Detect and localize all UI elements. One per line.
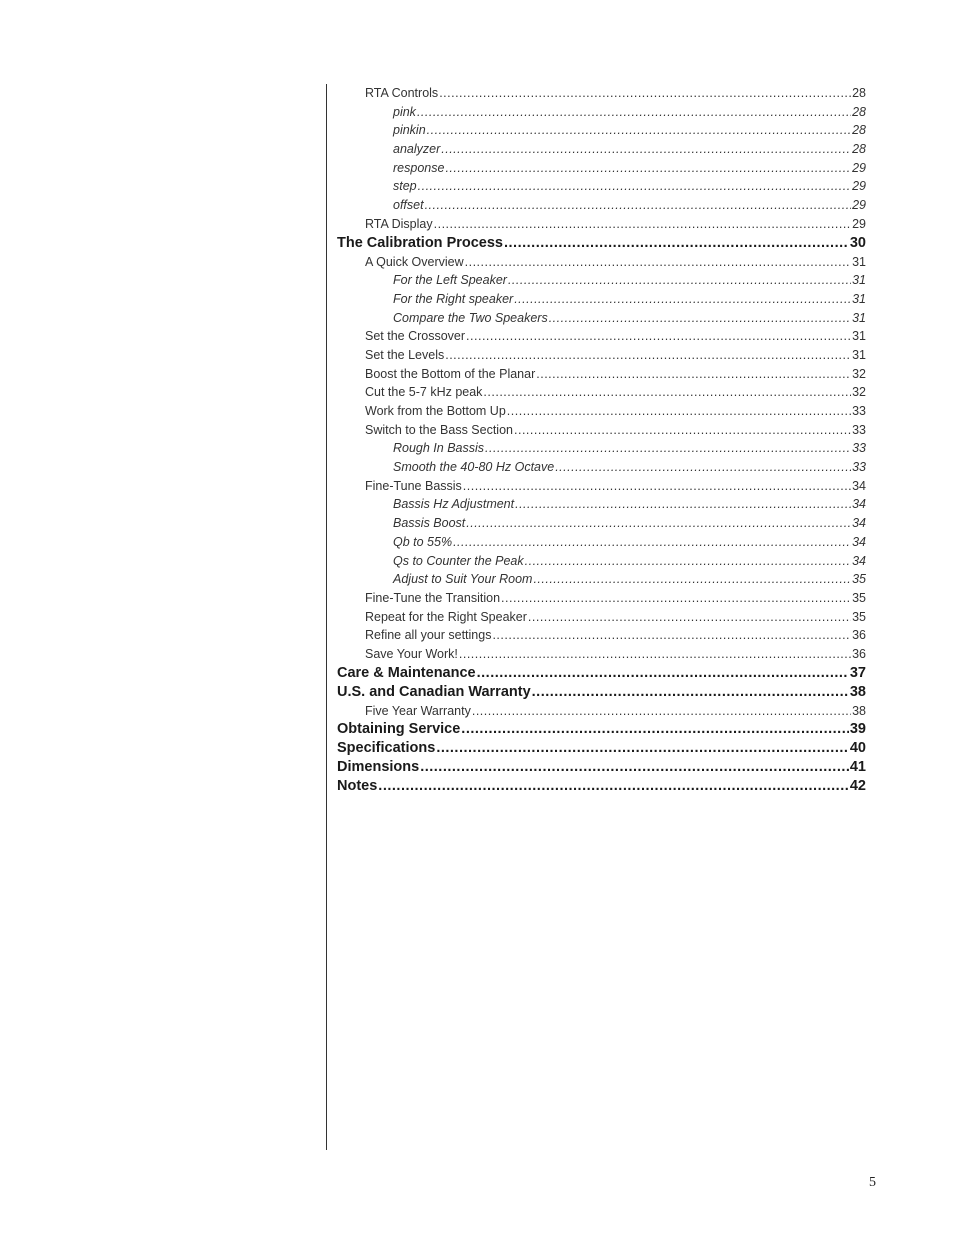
toc-entry[interactable] — [337, 477, 866, 496]
toc-entry-label: Refine all your settings — [365, 628, 492, 643]
toc-entry[interactable] — [337, 290, 866, 309]
toc-entry-page: 36 — [852, 646, 866, 661]
toc-entry-label: Work from the Bottom Up — [365, 404, 506, 418]
toc-entry[interactable] — [337, 683, 866, 702]
dot-leader — [445, 346, 851, 365]
toc-entry-label: step — [393, 179, 417, 194]
toc-entry-label: Smooth the 40-80 Hz Octave — [393, 460, 555, 475]
toc-entry-label: U.S. and Canadian Warranty — [337, 683, 531, 700]
toc-entry-page: 29 — [852, 179, 866, 194]
toc-entry-page: 31 — [852, 273, 866, 288]
toc-entry[interactable] — [337, 383, 866, 402]
toc-entry-page: 35 — [852, 609, 866, 624]
dot-leader — [504, 234, 849, 253]
table-of-contents — [337, 84, 866, 796]
dot-leader — [418, 177, 851, 196]
dot-leader — [525, 552, 851, 571]
dot-leader — [463, 477, 851, 496]
dot-leader — [461, 720, 849, 739]
toc-entry-label: Obtaining Service — [337, 721, 461, 738]
toc-entry-label: For the Right speaker — [393, 291, 514, 306]
toc-entry-page: 35 — [852, 572, 866, 587]
dot-leader — [466, 327, 851, 346]
toc-entry[interactable] — [337, 495, 866, 514]
toc-entry-label: response — [393, 160, 445, 175]
toc-entry-page: 31 — [852, 291, 866, 306]
toc-entry-page: 38 — [849, 683, 866, 700]
toc-entry-page: 33 — [852, 441, 866, 456]
toc-entry[interactable] — [337, 365, 866, 384]
toc-entry-label: pink — [393, 104, 416, 119]
dot-leader — [378, 777, 849, 796]
toc-entry[interactable] — [337, 402, 866, 421]
toc-entry[interactable] — [337, 215, 866, 234]
dot-leader — [445, 159, 851, 178]
toc-entry-page: 40 — [849, 740, 866, 757]
dot-leader — [453, 533, 851, 552]
dot-leader — [549, 309, 851, 328]
toc-entry[interactable] — [337, 234, 866, 253]
toc-entry[interactable] — [337, 626, 866, 645]
toc-entry[interactable] — [337, 570, 866, 589]
dot-leader — [485, 439, 851, 458]
toc-entry[interactable] — [337, 84, 866, 103]
dot-leader — [528, 608, 851, 627]
toc-entry[interactable] — [337, 645, 866, 664]
dot-leader — [536, 365, 851, 384]
dot-leader — [492, 626, 851, 645]
toc-entry-label: Care & Maintenance — [337, 664, 476, 681]
toc-entry-label: Save Your Work! — [365, 646, 458, 661]
dot-leader — [425, 196, 852, 215]
toc-entry-label: RTA Display — [365, 216, 433, 231]
toc-entry-page: 34 — [852, 553, 866, 568]
toc-entry[interactable] — [337, 439, 866, 458]
dot-leader — [532, 683, 849, 702]
toc-entry[interactable] — [337, 271, 866, 290]
toc-entry[interactable] — [337, 739, 866, 758]
dot-leader — [533, 570, 851, 589]
toc-entry[interactable] — [337, 421, 866, 440]
dot-leader — [466, 514, 851, 533]
toc-entry-label: analyzer — [393, 142, 441, 157]
toc-entry-page: 33 — [852, 404, 866, 418]
toc-entry[interactable] — [337, 702, 866, 721]
toc-entry-label: Cut the 5-7 kHz peak — [365, 385, 483, 400]
toc-entry[interactable] — [337, 552, 866, 571]
toc-entry-page: 39 — [849, 721, 866, 738]
toc-entry-page: 29 — [852, 198, 866, 213]
toc-entry-page: 41 — [849, 759, 866, 776]
toc-entry[interactable] — [337, 103, 866, 122]
toc-entry-label: A Quick Overview — [365, 254, 464, 269]
toc-entry-label: Qb to 55% — [393, 534, 453, 549]
toc-entry-label: pinkin — [393, 123, 426, 138]
toc-entry-page: 33 — [852, 422, 866, 437]
toc-entry-page: 34 — [852, 497, 866, 512]
toc-entry-page: 37 — [849, 664, 866, 681]
margin-rule — [326, 84, 327, 1150]
dot-leader — [507, 402, 851, 421]
toc-entry-label: For the Left Speaker — [393, 273, 507, 288]
toc-entry-label: Fine-Tune Bassis — [365, 478, 462, 493]
toc-entry[interactable] — [337, 309, 866, 328]
dot-leader — [434, 215, 851, 234]
toc-entry-label: Notes — [337, 778, 378, 795]
toc-entry-label: The Calibration Process — [337, 234, 503, 251]
toc-entry[interactable] — [337, 121, 866, 140]
toc-entry-page: 29 — [852, 160, 866, 175]
toc-entry[interactable] — [337, 608, 866, 627]
toc-entry-label: Repeat for the Right Speaker — [365, 609, 527, 624]
dot-leader — [477, 664, 849, 683]
toc-entry-label: Five Year Warranty — [365, 703, 471, 718]
toc-entry[interactable] — [337, 327, 866, 346]
toc-entry[interactable] — [337, 589, 866, 608]
toc-entry-page: 29 — [852, 216, 866, 231]
toc-entry-page: 30 — [849, 234, 866, 251]
toc-entry-page: 31 — [852, 347, 866, 362]
toc-entry[interactable] — [337, 177, 866, 196]
toc-entry[interactable] — [337, 514, 866, 533]
toc-entry-page: 35 — [852, 590, 866, 605]
toc-entry[interactable] — [337, 196, 866, 215]
toc-entry[interactable] — [337, 533, 866, 552]
dot-leader — [514, 290, 851, 309]
toc-entry-page: 38 — [852, 703, 866, 718]
toc-entry-page: 28 — [852, 142, 866, 157]
toc-entry-label: Qs to Counter the Peak — [393, 553, 524, 568]
toc-entry-label: Rough In Bassis — [393, 441, 485, 456]
toc-entry-page: 34 — [852, 516, 866, 531]
toc-entry-page: 32 — [852, 385, 866, 400]
toc-entry-label: RTA Controls — [365, 86, 439, 100]
toc-entry-label: Adjust to Suit Your Room — [393, 572, 533, 587]
toc-entry-label: Fine-Tune the Transition — [365, 590, 501, 605]
toc-entry-label: Bassis Hz Adjustment — [393, 497, 515, 512]
toc-entry-page: 42 — [849, 778, 866, 795]
toc-entry-page: 31 — [852, 254, 866, 269]
toc-entry[interactable] — [337, 140, 866, 159]
toc-entry-label: Compare the Two Speakers — [393, 310, 548, 325]
toc-entry-page: 28 — [852, 123, 866, 138]
dot-leader — [439, 84, 851, 103]
toc-entry-label: Set the Levels — [365, 347, 445, 362]
page-number: 5 — [869, 1175, 876, 1190]
toc-entry-label: Switch to the Bass Section — [365, 422, 513, 437]
dot-leader — [417, 103, 851, 122]
dot-leader — [472, 702, 851, 721]
toc-entry-label: Set the Crossover — [365, 329, 466, 344]
dot-leader — [514, 421, 851, 440]
dot-leader — [420, 758, 849, 777]
toc-entry[interactable] — [337, 159, 866, 178]
toc-entry-label: Bassis Boost — [393, 516, 466, 531]
dot-leader — [508, 271, 851, 290]
toc-entry-page: 31 — [852, 310, 866, 325]
toc-entry[interactable] — [337, 777, 866, 796]
toc-entry-page: 34 — [852, 534, 866, 549]
dot-leader — [515, 495, 851, 514]
toc-entry[interactable] — [337, 664, 866, 683]
toc-entry-label: Dimensions — [337, 759, 420, 776]
toc-entry[interactable] — [337, 458, 866, 477]
toc-entry-label: Boost the Bottom of the Planar — [365, 366, 536, 381]
dot-leader — [441, 140, 851, 159]
dot-leader — [465, 253, 851, 272]
dot-leader — [459, 645, 851, 664]
toc-entry-page: 33 — [852, 460, 866, 475]
dot-leader — [555, 458, 851, 477]
toc-entry-page: 28 — [852, 86, 866, 100]
toc-entry-page: 36 — [852, 628, 866, 643]
dot-leader — [427, 121, 851, 140]
toc-entry-page: 34 — [852, 478, 866, 493]
toc-entry[interactable] — [337, 758, 866, 777]
dot-leader — [501, 589, 851, 608]
dot-leader — [436, 739, 849, 758]
toc-entry[interactable] — [337, 720, 866, 739]
toc-entry-label: Specifications — [337, 740, 436, 757]
toc-entry-page: 28 — [852, 104, 866, 119]
toc-entry-page: 31 — [852, 329, 866, 344]
toc-entry[interactable] — [337, 346, 866, 365]
dot-leader — [483, 383, 851, 402]
toc-entry[interactable] — [337, 253, 866, 272]
toc-entry-page: 32 — [852, 366, 866, 381]
toc-entry-label: offset — [393, 198, 424, 213]
